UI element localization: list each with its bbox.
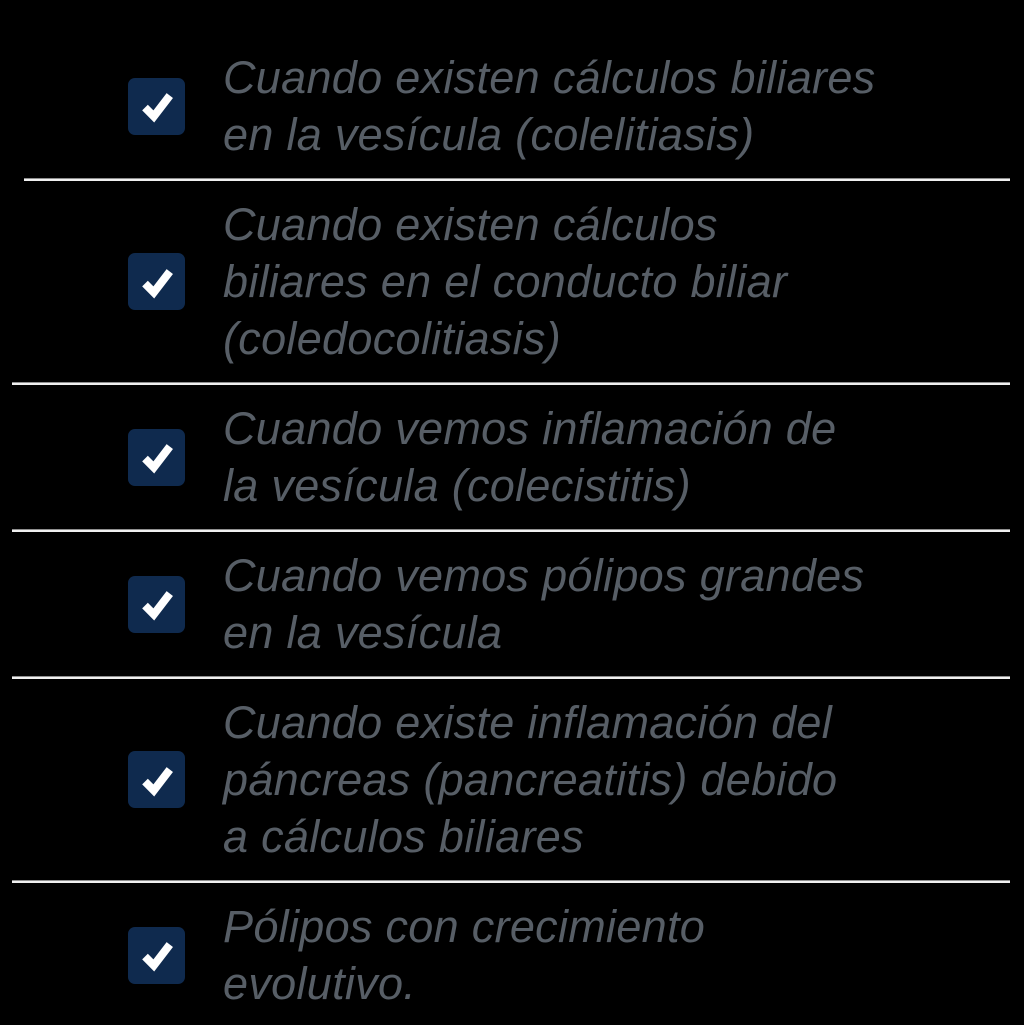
checklist-item-text-line: la vesícula (colecistitis) (223, 460, 691, 511)
checklist-item-text (223, 694, 837, 865)
checkmark-icon (137, 760, 177, 800)
checklist-item-text-line: Cuando existen cálculos (223, 199, 718, 250)
checklist-item-text-line: Pólipos con crecimiento (223, 901, 706, 952)
checklist-item-text-line: Cuando vemos inflamación de (223, 403, 837, 454)
checklist-item (0, 534, 1024, 674)
checklist-item-text-line: Cuando existen cálculos biliares (223, 52, 876, 103)
checkmark-icon (137, 86, 177, 126)
checklist-item-text-line: páncreas (pancreatitis) debido (223, 754, 838, 805)
checkmark-icon (137, 437, 177, 477)
checklist-item-text (223, 196, 787, 367)
checkmark-icon (137, 262, 177, 302)
checkbox-checked[interactable] (128, 751, 185, 808)
checklist-item-text (223, 49, 875, 163)
checklist-item-text (223, 547, 864, 661)
checkbox-checked[interactable] (128, 253, 185, 310)
divider (12, 676, 1010, 679)
checklist-item-text-line: (coledocolitiasis) (223, 313, 562, 364)
divider (12, 382, 1010, 385)
checklist-item-text-line: Cuando vemos pólipos grandes (223, 550, 865, 601)
checklist-item-text-line: Cuando existe inflamación del (223, 697, 833, 748)
checkbox-checked[interactable] (128, 78, 185, 135)
checklist-item-text (223, 898, 705, 1012)
checklist-item (0, 681, 1024, 878)
checkbox-checked[interactable] (128, 927, 185, 984)
checklist-item-text-line: evolutivo. (223, 958, 417, 1009)
checkbox-checked[interactable] (128, 576, 185, 633)
checklist-item (0, 885, 1024, 1025)
checkmark-icon (137, 935, 177, 975)
checklist-item (0, 183, 1024, 380)
checklist-item (0, 387, 1024, 527)
checkbox-checked[interactable] (128, 429, 185, 486)
checklist-item-text-line: en la vesícula (colelitiasis) (223, 109, 755, 160)
checklist-item-text (223, 400, 836, 514)
checkmark-icon (137, 584, 177, 624)
checklist-item-text-line: biliares en el conducto biliar (223, 256, 788, 307)
checklist-item-text-line: a cálculos biliares (223, 811, 584, 862)
divider (12, 880, 1010, 883)
divider (24, 178, 1010, 181)
checklist-item-text-line: en la vesícula (223, 607, 503, 658)
checklist-item (0, 36, 1024, 176)
divider (12, 529, 1010, 532)
